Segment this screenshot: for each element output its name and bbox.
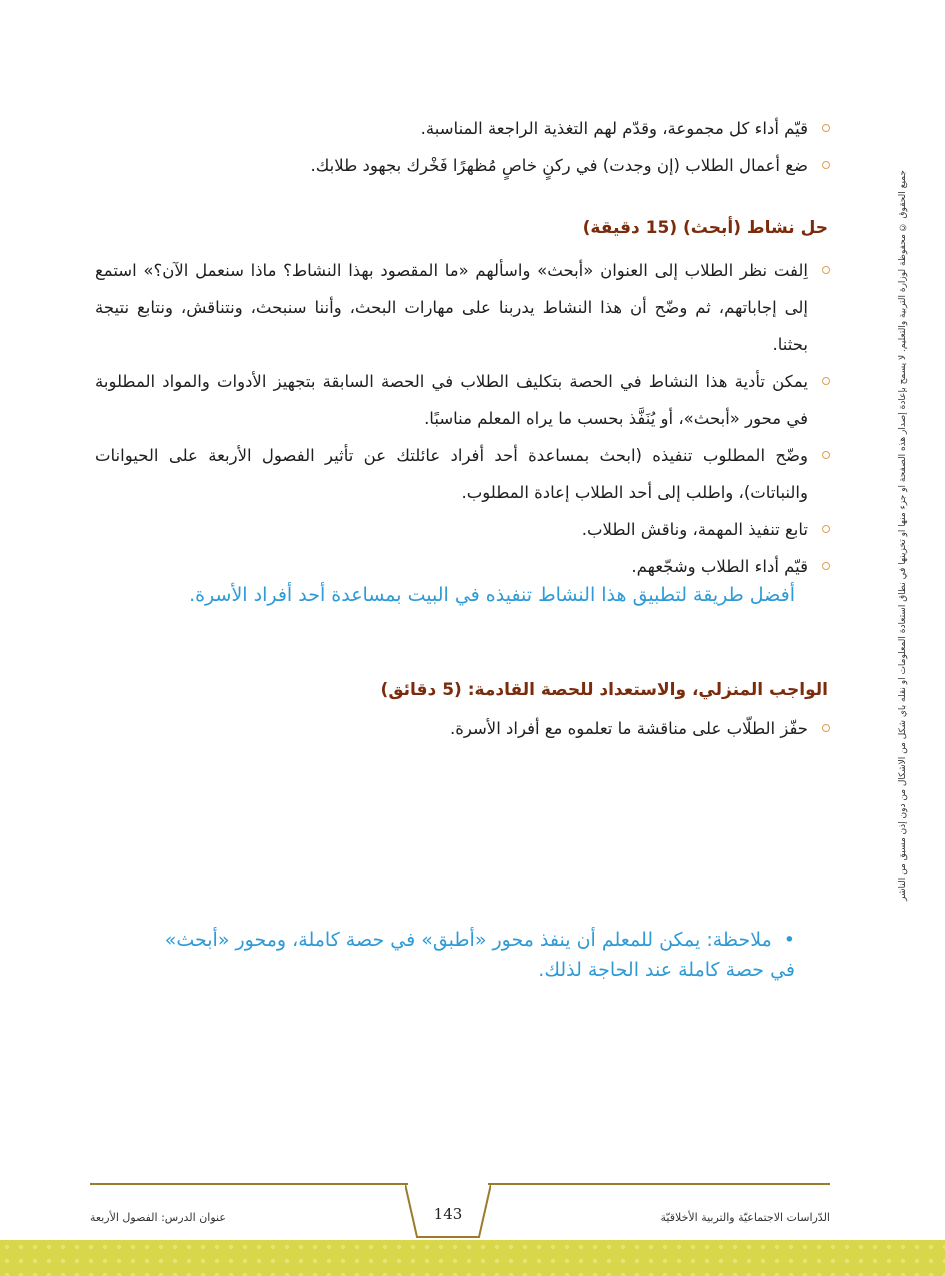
section-heading-research: حل نشاط (أبحث) (15 دقيقة)	[582, 218, 828, 238]
circle-bullet-icon	[822, 377, 830, 385]
circle-bullet-icon	[822, 266, 830, 274]
circle-bullet-icon	[822, 451, 830, 459]
list-item: وضّح المطلوب تنفيذه (ابحث بمساعدة أحد أفراد عائلتك عن تأثير الفصول الأربعة على الحيوانات والنباتات)، واطلب إلى أحد الطلاب إعادة المطلوب.	[95, 437, 830, 511]
footer-rule-right	[488, 1183, 830, 1185]
decorative-bottom-band	[0, 1240, 945, 1276]
footer-lesson-title: عنوان الدرس: الفصول الأربعة	[90, 1211, 226, 1224]
list-item: اِلفت نظر الطلاب إلى العنوان «أبحث» واسألهم «ما المقصود بهذا النشاط؟ ماذا سنعمل الآن؟» استمع إلى إجاباتهم، ثم وضّح أن هذا النشاط يدربنا على مهارات البحث، وأننا سنبحث، ونتناقش، ونتابع نتيجة بحثنا.	[95, 252, 830, 363]
footer-rule-left	[90, 1183, 408, 1185]
list-item: قيّم أداء كل مجموعة، وقدّم لهم التغذية الراجعة المناسبة.	[95, 110, 830, 147]
list-item: قيّم أداء الطلاب وشجّعهم.	[95, 548, 830, 585]
research-list	[95, 252, 830, 585]
page-number: 143	[433, 1205, 463, 1223]
top-list	[95, 110, 830, 184]
circle-bullet-icon	[822, 724, 830, 732]
circle-bullet-icon	[822, 161, 830, 169]
list-item: يمكن تأدية هذا النشاط في الحصة بتكليف الطلاب في الحصة السابقة بتجهيز الأدوات والمواد المطلوبة في محور «أبحث»، أو يُنَفَّذ بحسب ما يراه المعلم مناسبًا.	[95, 363, 830, 437]
list-item: تابع تنفيذ المهمة، وناقش الطلاب.	[95, 511, 830, 548]
homework-list	[95, 710, 830, 747]
section-heading-homework: الواجب المنزلي، والاستعداد للحصة القادمة: (5 دقائق)	[380, 680, 828, 700]
note-bullet-icon: •	[783, 929, 795, 951]
list-item: ضع أعمال الطلاب (إن وجدت) في ركنٍ خاصٍ مُظهرًا فَخْرك بجهود طلابك.	[95, 147, 830, 184]
note-text: ملاحظة: يمكن للمعلم أن ينفذ محور «أطبق» في حصة كاملة، ومحور «أبحث» في حصة كاملة عند الحاجة لذلك.	[164, 929, 795, 981]
list-item: حفّز الطلّاب على مناقشة ما تعلموه مع أفراد الأسرة.	[95, 710, 830, 747]
tip-text: أفضل طريقة لتطبيق هذا النشاط تنفيذه في البيت بمساعدة أحد أفراد الأسرة.	[189, 584, 795, 606]
circle-bullet-icon	[822, 124, 830, 132]
footer-subject: الدّراسات الاجتماعيّة والتربية الأخلاقيّة	[660, 1211, 830, 1224]
circle-bullet-icon	[822, 525, 830, 533]
copyright-side-text: جميع الحقوق © محفوظة لوزارة التربية والتعليم. لا يسمح بإعادة إصدار هذه الصفحة أو جزء منها أو تخزينها في نطاق استعادة المعلومات أو نقله بأي شكل من الأشكال من دون إذن مسبق من الناشر	[898, 170, 908, 901]
note-block	[140, 925, 795, 985]
circle-bullet-icon	[822, 562, 830, 570]
